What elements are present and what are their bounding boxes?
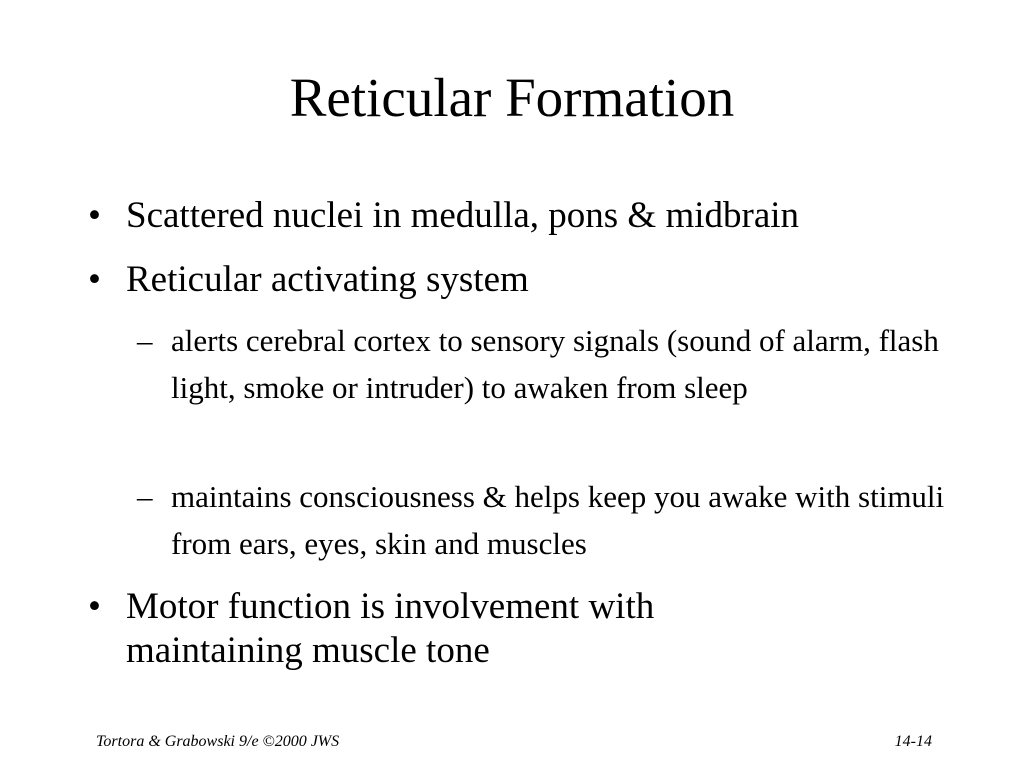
footer-page-number: 14-14	[894, 733, 932, 750]
slide-title: Reticular Formation	[289, 67, 735, 128]
bullet-item-2: • Reticular activating system	[126, 258, 986, 302]
sub-bullet-item-2: – maintains consciousness & helps keep you awake with stimuli from ears, eyes, skin and muscles	[171, 473, 971, 567]
footer-citation: Tortora & Grabowski 9/e ©2000 JWS	[96, 733, 340, 750]
bullet-item-1: • Scattered nuclei in medulla, pons & midbrain	[126, 194, 986, 238]
sub-bullet-item-1: – alerts cerebral cortex to sensory signals (sound of alarm, flash light, smoke or intruder) to awaken from sleep	[171, 317, 971, 411]
bullet-item-3: • Motor function is involvement with maintaining muscle tone	[126, 585, 816, 673]
